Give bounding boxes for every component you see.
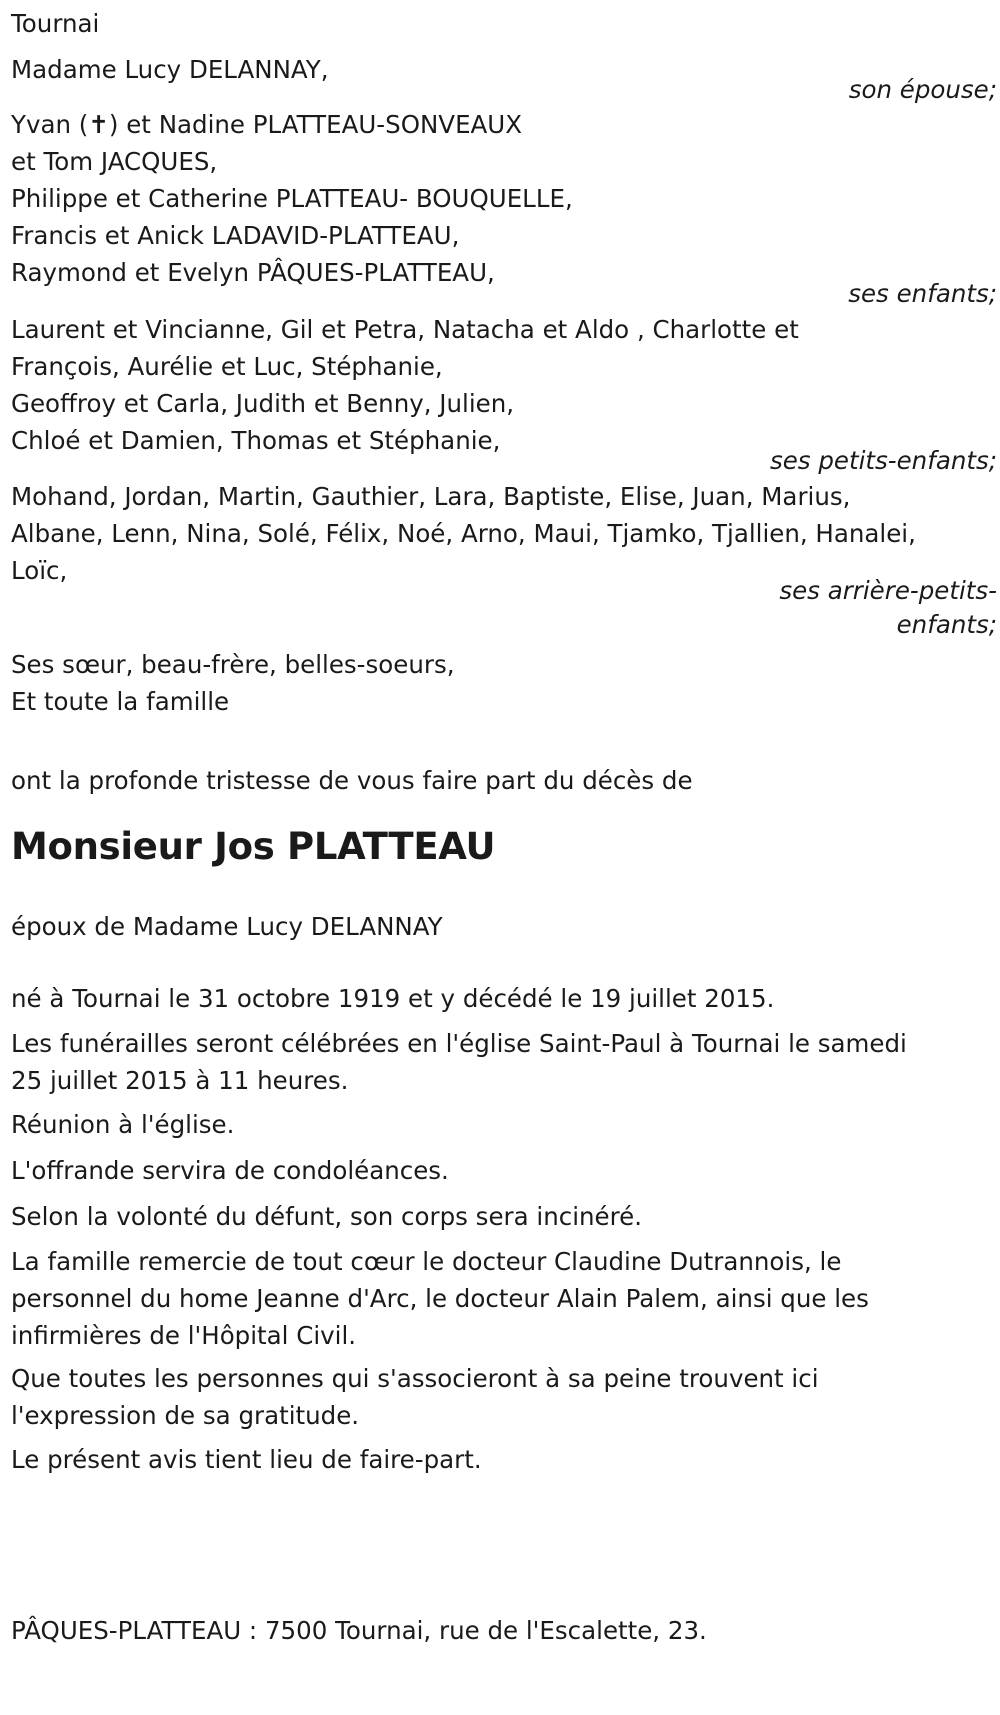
great-grandchildren-relation-cont: enfants;	[896, 610, 997, 639]
children-relation: ses enfants;	[848, 279, 997, 308]
cremation: Selon la volonté du défunt, son corps sera incinéré.	[11, 1202, 643, 1231]
grandchild-line: François, Aurélie et Luc, Stéphanie,	[11, 352, 443, 381]
child-line: Yvan (✝) et Nadine PLATTEAU-SONVEAUX	[11, 110, 523, 139]
city-line	[11, 4, 997, 44]
great-grandchildren-block	[11, 478, 997, 589]
great-grandchild-line: Loïc,	[11, 556, 68, 585]
husband-of-row	[11, 907, 997, 947]
address-row	[11, 1611, 997, 1651]
gratitude-line: l'expression de sa gratitude.	[11, 1401, 360, 1430]
child-line: Philippe et Catherine PLATTEAU- BOUQUELLE,	[11, 184, 573, 213]
family-line: Ses sœur, beau-frère, belles-soeurs,	[11, 650, 455, 679]
grandchild-line: Geoffroy et Carla, Judith et Benny, Julien,	[11, 389, 515, 418]
husband-of: époux de Madame Lucy DELANNAY	[11, 912, 443, 941]
grandchildren-relation: ses petits-enfants;	[769, 446, 997, 475]
family-block	[11, 646, 997, 720]
grandchildren-block	[11, 311, 997, 459]
announcement-row	[11, 761, 997, 801]
great-grandchild-line: Mohand, Jordan, Martin, Gauthier, Lara, Baptiste, Elise, Juan, Marius,	[11, 482, 851, 511]
children-relation-row	[11, 277, 997, 311]
great-grandchild-line: Albane, Lenn, Nina, Solé, Félix, Noé, Arno, Maui, Tjamko, Tjallien, Hanalei,	[11, 519, 916, 548]
notice: Le présent avis tient lieu de faire-part.	[11, 1445, 482, 1474]
grandchildren-relation-row	[11, 444, 997, 478]
deceased-name-row	[11, 823, 997, 871]
thanks-line: infirmières de l'Hôpital Civil.	[11, 1321, 357, 1350]
child-line: Francis et Anick LADAVID-PLATTEAU,	[11, 221, 460, 250]
child-line: et Tom JACQUES,	[11, 147, 218, 176]
deceased-name: Monsieur Jos PLATTEAU	[11, 825, 496, 868]
offering: L'offrande servira de condoléances.	[11, 1156, 449, 1185]
funeral-line: 25 juillet 2015 à 11 heures.	[11, 1066, 349, 1095]
funeral-line: Les funérailles seront célébrées en l'église Saint-Paul à Tournai le samedi	[11, 1029, 907, 1058]
family-line: Et toute la famille	[11, 687, 230, 716]
grandchild-line: Chloé et Damien, Thomas et Stéphanie,	[11, 426, 501, 455]
gratitude-line: Que toutes les personnes qui s'associeront à sa peine trouvent ici	[11, 1364, 819, 1393]
details-block	[11, 979, 997, 1480]
address: PÂQUES-PLATTEAU : 7500 Tournai, rue de l'Escalette, 23.	[11, 1616, 707, 1645]
birth-death: né à Tournai le 31 octobre 1919 et y décédé le 19 juillet 2015.	[11, 984, 775, 1013]
child-line: Raymond et Evelyn PÂQUES-PLATTEAU,	[11, 258, 495, 287]
great-grandchildren-relation-row	[11, 574, 997, 642]
children-block	[11, 106, 997, 291]
spouse-relation: son épouse;	[848, 75, 997, 104]
grandchild-line: Laurent et Vincianne, Gil et Petra, Natacha et Aldo , Charlotte et	[11, 315, 799, 344]
spouse-relation-row	[11, 73, 997, 107]
announcement: ont la profonde tristesse de vous faire part du décès de	[11, 766, 693, 795]
city: Tournai	[11, 9, 100, 38]
great-grandchildren-relation: ses arrière-petits-	[779, 576, 997, 605]
thanks-line: personnel du home Jeanne d'Arc, le docteur Alain Palem, ainsi que les	[11, 1284, 869, 1313]
thanks-line: La famille remercie de tout cœur le docteur Claudine Dutrannois, le	[11, 1247, 842, 1276]
spouse-name: Madame Lucy DELANNAY,	[11, 55, 329, 84]
meeting: Réunion à l'église.	[11, 1110, 235, 1139]
